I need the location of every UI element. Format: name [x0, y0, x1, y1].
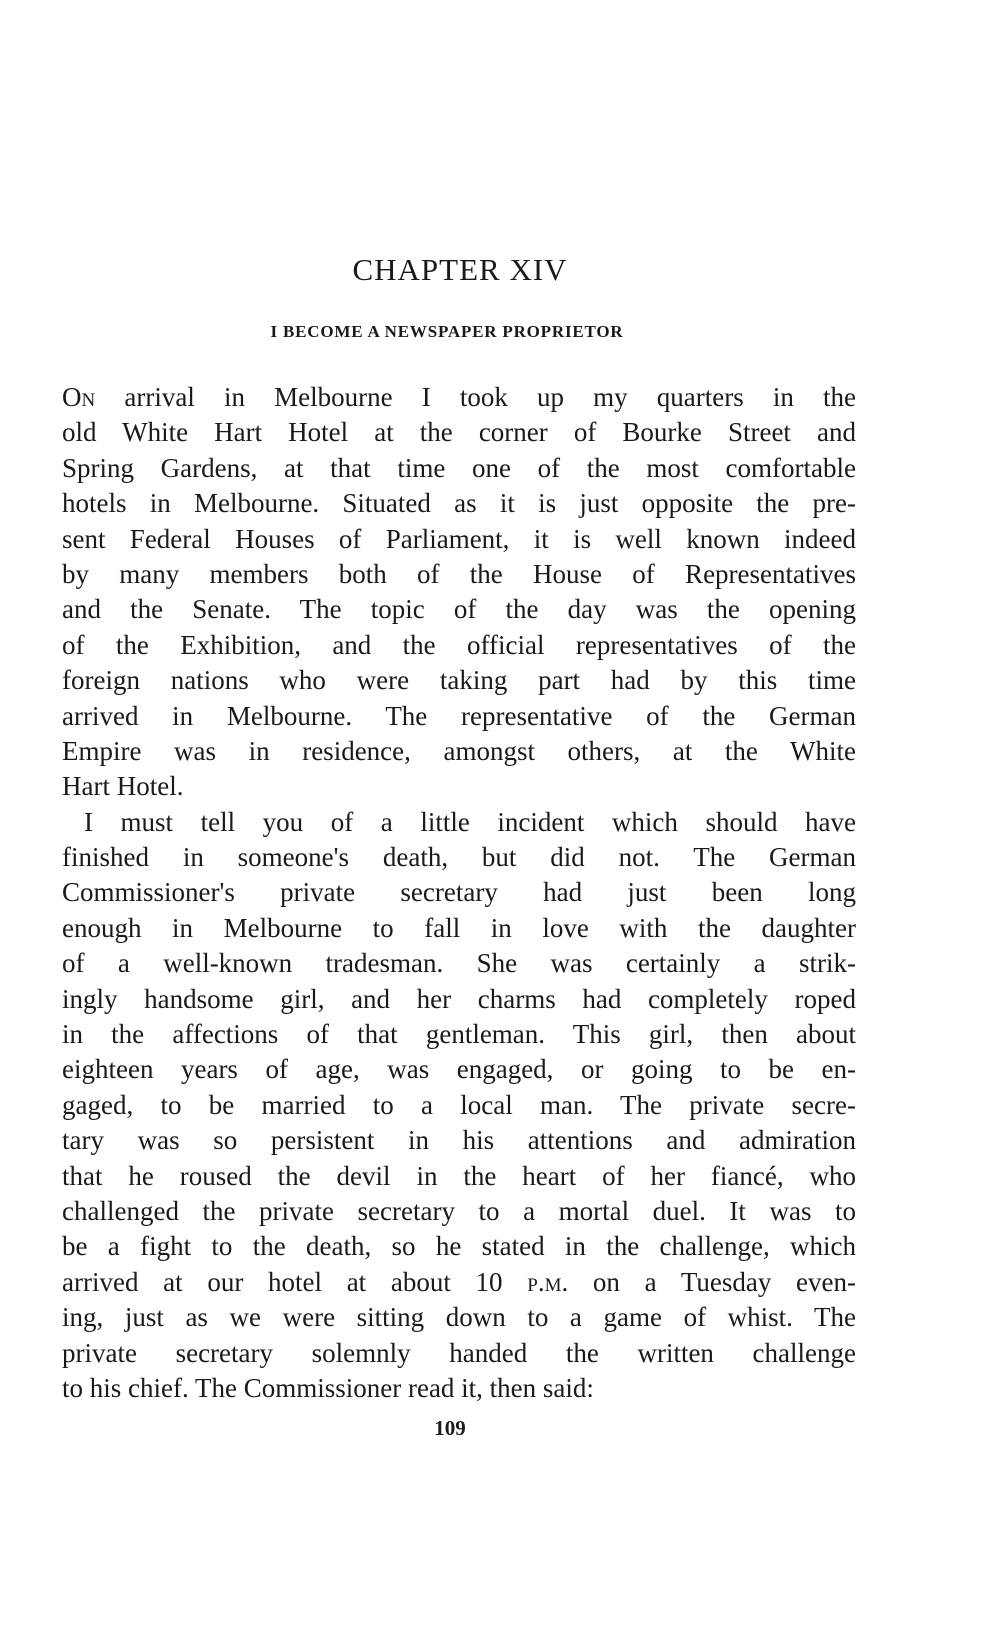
text-line: On arrival in Melbourne I took up my quarters in the: [62, 382, 856, 412]
text-line: finished in someone's death, but did not. The German: [62, 842, 856, 873]
text-line: arrived in Melbourne. The representative of the German: [62, 700, 856, 731]
text-line: old White Hart Hotel at the corner of Bourke Street and: [62, 417, 856, 448]
text-line: of the Exhibition, and the official representatives of the: [62, 629, 856, 660]
lead-word: On: [62, 382, 96, 412]
text-line: of a well-known tradesman. She was certainly a strik-: [62, 948, 856, 979]
text-line: to his chief. The Commissioner read it, then said:: [62, 1372, 594, 1403]
text-line: sent Federal Houses of Parliament, it is well known indeed: [62, 523, 856, 554]
text-line: Hart Hotel.: [62, 771, 184, 802]
text-line: Empire was in residence, amongst others, at the White: [62, 735, 856, 766]
text-line: private secretary solemnly handed the written challenge: [62, 1337, 856, 1368]
text-line: in the affections of that gentleman. This girl, then about: [62, 1019, 856, 1050]
text-line: eighteen years of age, was engaged, or going to be en-: [62, 1054, 856, 1085]
chapter-title: CHAPTER XIV: [352, 252, 568, 287]
text-line: Spring Gardens, at that time one of the most comfortable: [62, 452, 856, 483]
paragraph: [62, 380, 856, 805]
text-line: that he roused the devil in the heart of her fiancé, who: [62, 1160, 856, 1191]
time-abbreviation: p.m.: [527, 1266, 569, 1297]
text-line: and the Senate. The topic of the day was the opening: [62, 594, 856, 625]
page-number: 109: [434, 1416, 466, 1440]
paragraph: [62, 805, 856, 1407]
chapter-subtitle: I BECOME A NEWSPAPER PROPRIETOR: [270, 322, 624, 341]
text-line: by many members both of the House of Representatives: [62, 558, 856, 589]
text-line: gaged, to be married to a local man. The private secre-: [62, 1089, 856, 1120]
body-text: [62, 380, 856, 1406]
text-line: be a fight to the death, so he stated in the challenge, which: [62, 1231, 856, 1262]
text-line: ingly handsome girl, and her charms had completely roped: [62, 983, 856, 1014]
text-line: ing, just as we were sitting down to a game of whist. The: [62, 1302, 856, 1333]
text-line: tary was so persistent in his attentions and admiration: [62, 1125, 856, 1156]
text-line: challenged the private secretary to a mortal duel. It was to: [62, 1195, 856, 1226]
text-line: I must tell you of a little incident which should have: [84, 806, 856, 837]
text-line: foreign nations who were taking part had by this time: [62, 665, 856, 696]
text-line: arrived at our hotel at about 10 p.m. on a Tuesday even-: [62, 1266, 856, 1297]
text-line: hotels in Melbourne. Situated as it is just opposite the pre-: [62, 488, 856, 519]
text-line: Commissioner's private secretary had just been long: [62, 877, 856, 908]
text-line: enough in Melbourne to fall in love with the daughter: [62, 912, 856, 943]
